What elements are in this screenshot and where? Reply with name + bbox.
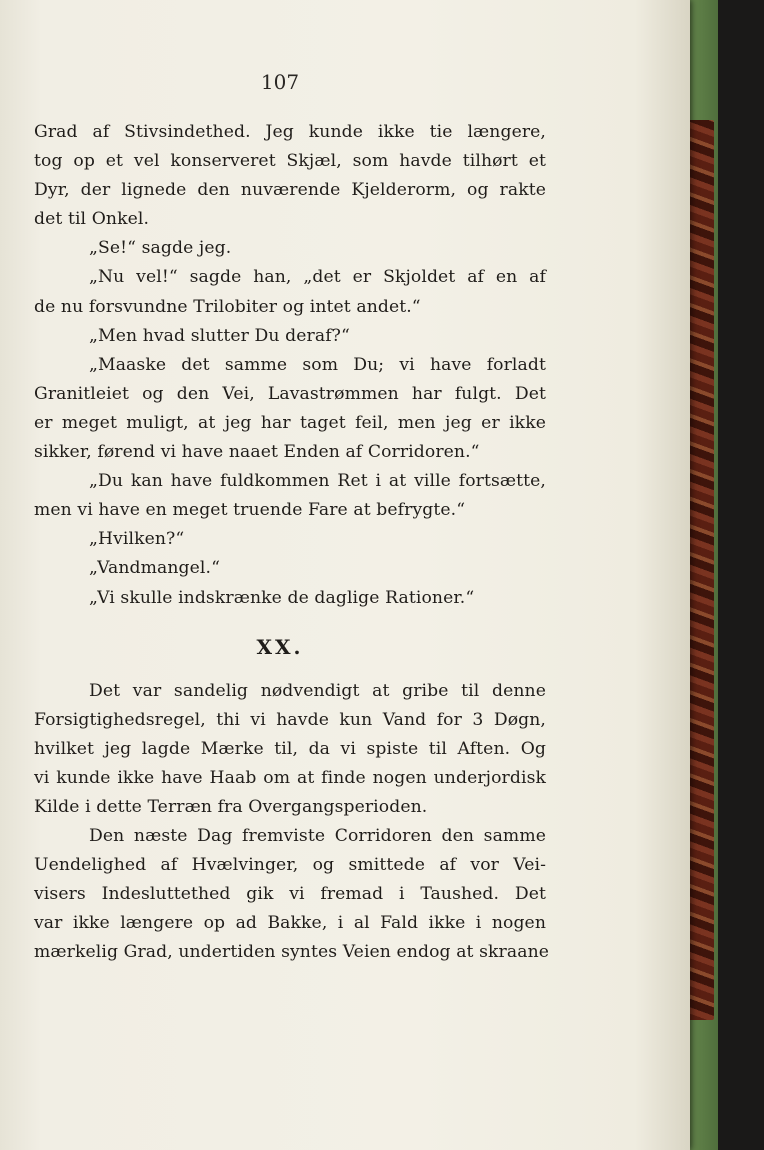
dialog-line: de nu forsvundne Trilobiter og intet andet.“: [34, 296, 421, 317]
dialog-line: „Vandmangel.“: [89, 558, 220, 579]
text-line: Dyr, der lignede den nuværende Kjelderorm, og rakte: [34, 180, 546, 201]
page-number: 107: [260, 70, 300, 94]
text-line: det til Onkel.: [34, 209, 150, 230]
dialog-line: „Se!“ sagde jeg.: [89, 238, 232, 259]
text-line: vi kunde ikke have Haab om at finde nogen underjordisk: [34, 767, 546, 788]
dialog-line: men vi have en meget truende Fare at befrygte.“: [34, 500, 466, 521]
dialog-line: „Du kan have fuldkommen Ret i at ville fortsætte,: [89, 471, 546, 492]
dialog-line: „Hvilken?“: [89, 529, 185, 550]
text-line: Det var sandelig nødvendigt at gribe til denne: [89, 680, 546, 701]
chapter-heading: XX.: [256, 634, 304, 659]
text-line: hvilket jeg lagde Mærke til, da vi spiste til Aften. Og: [34, 738, 546, 759]
text-line: Uendelighed af Hvælvinger, og smittede af vor Vei-: [34, 855, 546, 876]
text-line: visers Indesluttethed gik vi fremad i Taushed. Det: [34, 884, 546, 905]
page-text: [34, 118, 550, 968]
dialog-line: „Maaske det samme som Du; vi have forladt: [89, 354, 546, 375]
text-line: Forsigtighedsregel, thi vi havde kun Vand for 3 Døgn,: [34, 709, 546, 730]
dialog-line: Granitleiet og den Vei, Lavastrømmen har fulgt. Det: [34, 383, 546, 404]
background-edge: [718, 0, 764, 1150]
dialog-line: sikker, førend vi have naaet Enden af Corridoren.“: [34, 442, 480, 463]
dialog-line: er meget muligt, at jeg har taget feil, men jeg er ikke: [34, 412, 546, 433]
text-line: mærkelig Grad, undertiden syntes Veien endog at skraane: [34, 942, 550, 963]
text-line: Den næste Dag fremviste Corridoren den samme: [89, 826, 546, 847]
dialog-line: „Vi skulle indskrænke de daglige Rationer.“: [89, 587, 475, 608]
text-line: tog op et vel konserveret Skjæl, som havde tilhørt et: [34, 151, 546, 172]
dialog-line: „Men hvad slutter Du deraf?“: [89, 325, 350, 346]
text-line: Kilde i dette Terræn fra Overgangsperioden.: [34, 796, 428, 817]
dialog-line: „Nu vel!“ sagde han, „det er Skjoldet af en af: [89, 267, 546, 288]
text-line: Grad af Stivsindethed. Jeg kunde ikke tie længere,: [34, 122, 546, 142]
text-line: var ikke længere op ad Bakke, i al Fald ikke i nogen: [34, 913, 546, 934]
